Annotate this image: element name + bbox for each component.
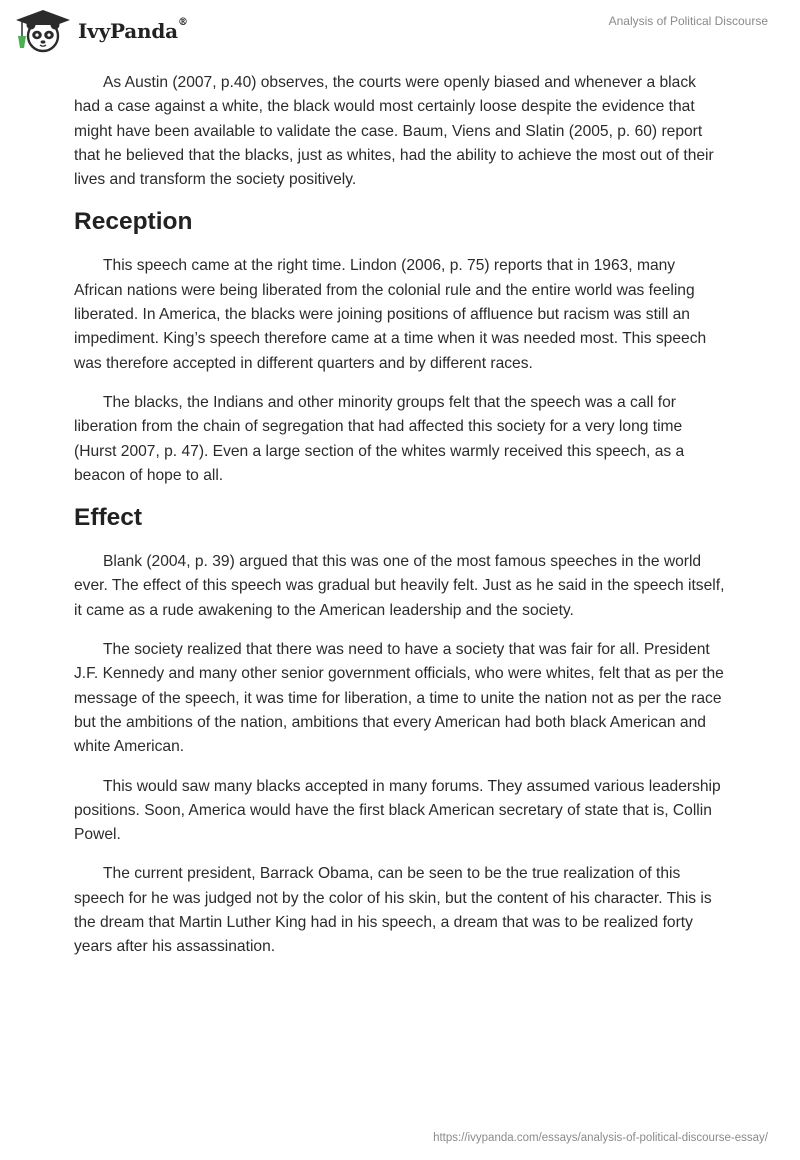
section-heading-reception: Reception [74, 208, 193, 236]
effect-paragraph: This would saw many blacks accepted in many forums. They assumed various leadership positions. Soon, America would have the first black American secretary of state that is, Collin Powel. [74, 777, 721, 844]
section-heading-effect: Effect [74, 504, 143, 532]
essay-body [74, 71, 726, 975]
page-header [0, 0, 800, 64]
source-url-link[interactable]: https://ivypanda.com/essays/analysis-of-political-discourse-essay/ [433, 1132, 768, 1144]
ivypanda-logo[interactable] [14, 8, 188, 54]
document-title: Analysis of Political Discourse [608, 14, 768, 28]
effect-paragraph: The society realized that there was need to have a society that was fair for all. President J.F. Kennedy and many other senior government officials, who were whites, felt that as per the message of the speech, it was time for liberation, a time to unite the nation not as per the race but the ambitions of the nation, ambitions that every American had both black American and white American. [74, 641, 724, 756]
effect-paragraph: The current president, Barrack Obama, can be seen to be the true realization of this speech for he was judged not by the color of his skin, but the content of his character. This is the dream that Martin Luther King had in his speech, a dream that was to be realized forty years after his assassination. [74, 865, 712, 956]
reception-paragraph: The blacks, the Indians and other minority groups felt that the speech was a call for liberation from the chain of segregation that had affected this society for a very long time (Hurst 2007, p. 47). Even a large section of the whites warmly received this speech, as a beacon of hope to all. [74, 393, 685, 484]
panda-graduate-icon [14, 8, 72, 54]
effect-paragraph: Blank (2004, p. 39) argued that this was one of the most famous speeches in the world ever. The effect of this speech was gradual but heavily felt. Just as he said in the speech itself, it came as a rude awakening to the American leadership and the society. [74, 553, 725, 619]
reception-paragraph: This speech came at the right time. Lindon (2006, p. 75) reports that in 1963, many African nations were being liberated from the colonial rule and the entire world was feeling liberated. In America, the blacks were joining positions of affluence but racism was still an impediment. King’s speech therefore came at a time when it was needed most. This speech was therefore accepted in different quarters and by different races. [74, 257, 707, 372]
intro-paragraph: As Austin (2007, p.40) observes, the courts were openly biased and whenever a black had a case against a white, the black would most certainly loose despite the evidence that might have been available to validate the case. Baum, Viens and Slatin (2005, p. 60) report that he believed that the blacks, just as whites, had the ability to achieve the most out of their lives and transform the society positively. [74, 74, 714, 189]
logo-wordmark: IvyPanda® [78, 17, 188, 43]
